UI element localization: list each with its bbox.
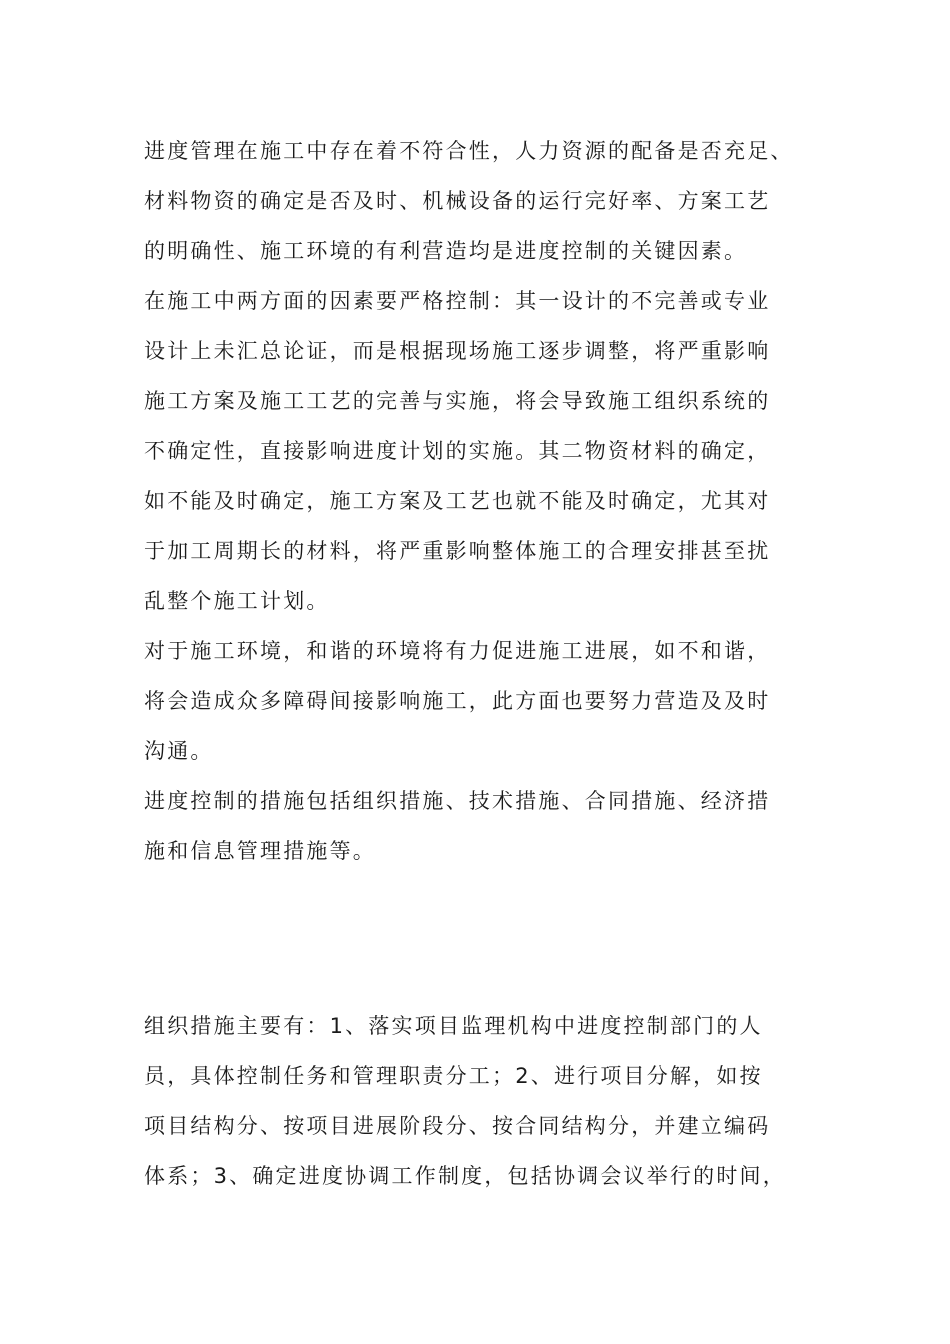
- text-line: 对于施工环境，和谐的环境将有力促进施工进展，如不和谐，: [144, 639, 771, 663]
- text-line: 施和信息管理措施等。: [144, 839, 376, 863]
- text-line: 不确定性，直接影响进度计划的实施。其二物资材料的确定，: [144, 439, 771, 463]
- text-line: 沟通。: [144, 739, 214, 763]
- text-line: 体系；3、确定进度协调工作制度，包括协调会议举行的时间，: [144, 1164, 786, 1188]
- text-line: 将会造成众多障碍间接影响施工，此方面也要努力营造及及时: [144, 689, 771, 713]
- text-line: 进度管理在施工中存在着不符合性，人力资源的配备是否充足、: [144, 139, 794, 163]
- text-line: 设计上未汇总论证，而是根据现场施工逐步调整，将严重影响: [144, 339, 771, 363]
- text-line: 施工方案及施工工艺的完善与实施，将会导致施工组织系统的: [144, 389, 771, 413]
- text-line: 在施工中两方面的因素要严格控制：其一设计的不完善或专业: [144, 289, 771, 313]
- text-line: 材料物资的确定是否及时、机械设备的运行完好率、方案工艺: [144, 189, 771, 213]
- text-line: 的明确性、施工环境的有利营造均是进度控制的关键因素。: [144, 239, 748, 263]
- text-line: 如不能及时确定，施工方案及工艺也就不能及时确定，尤其对: [144, 489, 771, 513]
- text-line: 乱整个施工计划。: [144, 589, 330, 613]
- text-line: 项目结构分、按项目进展阶段分、按合同结构分，并建立编码: [144, 1114, 771, 1138]
- text-line: 进度控制的措施包括组织措施、技术措施、合同措施、经济措: [144, 789, 771, 813]
- text-line: 于加工周期长的材料，将严重影响整体施工的合理安排甚至扰: [144, 539, 771, 563]
- text-line: 员，具体控制任务和管理职责分工；2、进行项目分解，如按: [144, 1064, 763, 1088]
- text-line: 组织措施主要有：1、落实项目监理机构中进度控制部门的人: [144, 1014, 763, 1038]
